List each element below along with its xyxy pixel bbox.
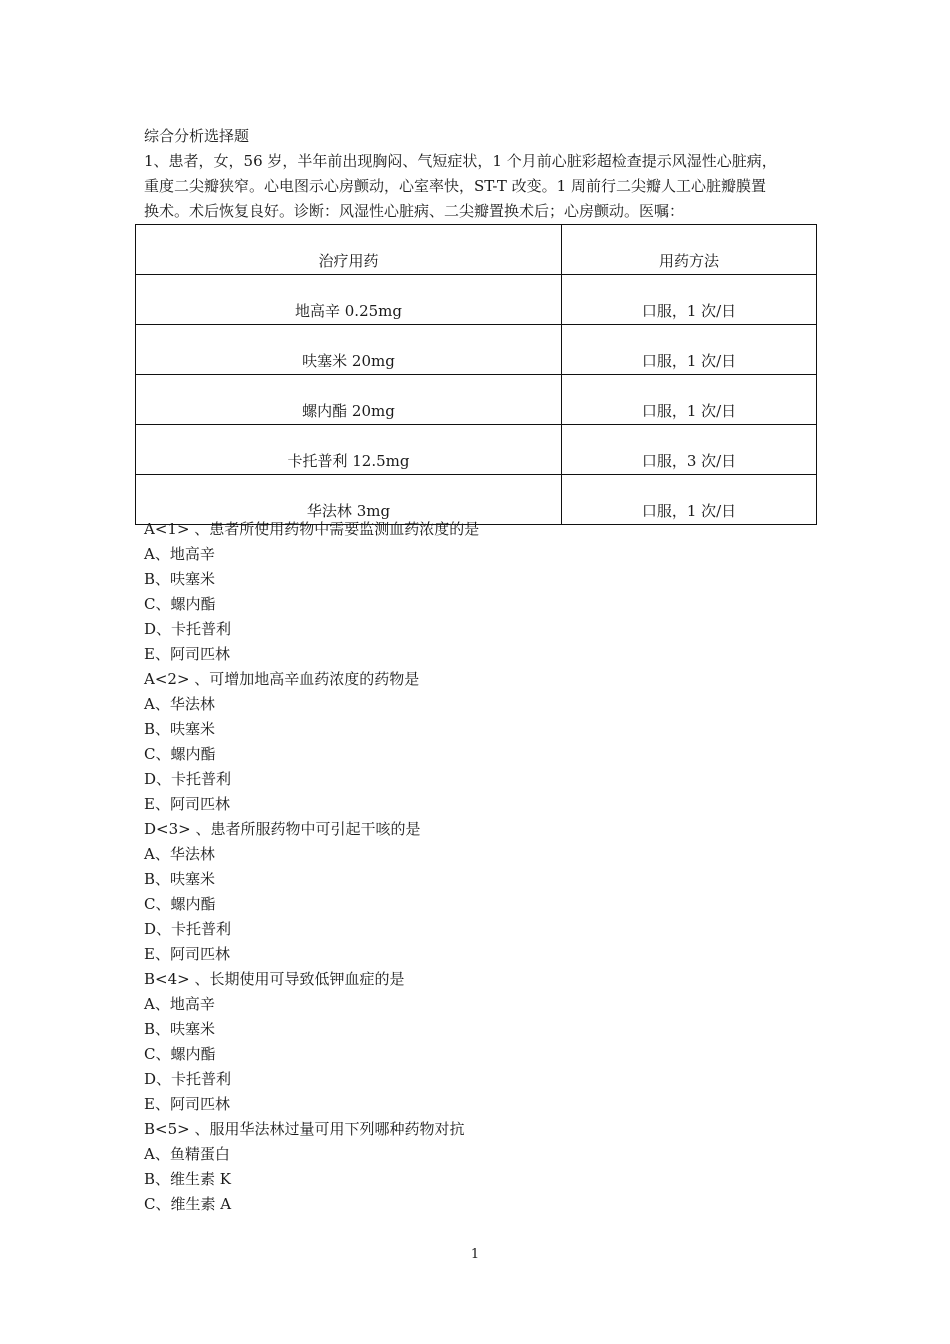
prescription-table [135,224,817,525]
option-c: C、螺内酯 [144,895,216,913]
method-cell: 口服，1 次/日 [562,325,817,375]
option-a: A、华法林 [144,695,215,713]
header-drug: 治疗用药 [136,225,562,275]
option-b: B、维生素 K [144,1170,231,1188]
option-d: D、卡托普利 [144,920,232,938]
question-stem: D<3> 、患者所服药物中可引起干咳的是 [144,820,421,838]
option-a: A、鱼精蛋白 [144,1145,230,1163]
question-stem: A<2> 、可增加地高辛血药浓度的药物是 [144,670,420,688]
question-stem: B<5> 、服用华法林过量可用下列哪种药物对抗 [144,1120,465,1138]
drug-cell: 卡托普利 12.5mg [136,425,562,475]
option-a: A、地高辛 [144,995,215,1013]
drug-cell: 华法林 3mg [136,475,562,525]
question-3 [144,817,814,967]
option-e: E、阿司匹林 [144,1095,230,1113]
question-2 [144,667,814,817]
case-text-line: 换术。术后恢复良好。诊断：风湿性心脏病、二尖瓣置换术后；心房颤动。医嘱： [144,202,685,220]
method-cell: 口服，1 次/日 [562,475,817,525]
option-c: C、螺内酯 [144,595,216,613]
drug-cell: 螺内酯 20mg [136,375,562,425]
option-c: C、维生素 A [144,1195,232,1213]
option-b: B、呋塞米 [144,870,216,888]
header-method: 用药方法 [562,225,817,275]
question-stem: A<1> 、患者所使用药物中需要监测血药浓度的是 [144,520,480,538]
option-b: B、呋塞米 [144,1020,216,1038]
table-row [136,425,817,475]
question-4 [144,967,814,1117]
question-1 [144,517,814,667]
table-row [136,375,817,425]
option-d: D、卡托普利 [144,770,232,788]
option-e: E、阿司匹林 [144,795,230,813]
option-e: E、阿司匹林 [144,945,230,963]
option-d: D、卡托普利 [144,1070,232,1088]
table-header-row [136,225,817,275]
drug-cell: 地高辛 0.25mg [136,275,562,325]
drug-cell: 呋塞米 20mg [136,325,562,375]
option-e: E、阿司匹林 [144,645,230,663]
option-b: B、呋塞米 [144,720,216,738]
case-section [144,124,814,224]
option-d: D、卡托普利 [144,620,232,638]
case-text-line: 1、患者，女，56 岁，半年前出现胸闷、气短症状，1 个月前心脏彩超检查提示风湿性心脏病， [144,152,777,170]
method-cell: 口服，3 次/日 [562,425,817,475]
question-stem: B<4> 、长期使用可导致低钾血症的是 [144,970,405,988]
option-c: C、螺内酯 [144,1045,216,1063]
option-a: A、地高辛 [144,545,215,563]
section-title: 综合分析选择题 [144,127,250,145]
option-c: C、螺内酯 [144,745,216,763]
option-b: B、呋塞米 [144,570,216,588]
method-cell: 口服，1 次/日 [562,375,817,425]
case-text-line: 重度二尖瓣狭窄。心电图示心房颤动，心室率快，ST-T 改变。1 周前行二尖瓣人工心脏瓣膜置 [144,177,766,195]
page-number: 1 [470,1247,480,1262]
questions-section [144,517,814,1217]
option-a: A、华法林 [144,845,215,863]
table-row [136,275,817,325]
table-row [136,325,817,375]
question-5 [144,1117,814,1217]
method-cell: 口服，1 次/日 [562,275,817,325]
